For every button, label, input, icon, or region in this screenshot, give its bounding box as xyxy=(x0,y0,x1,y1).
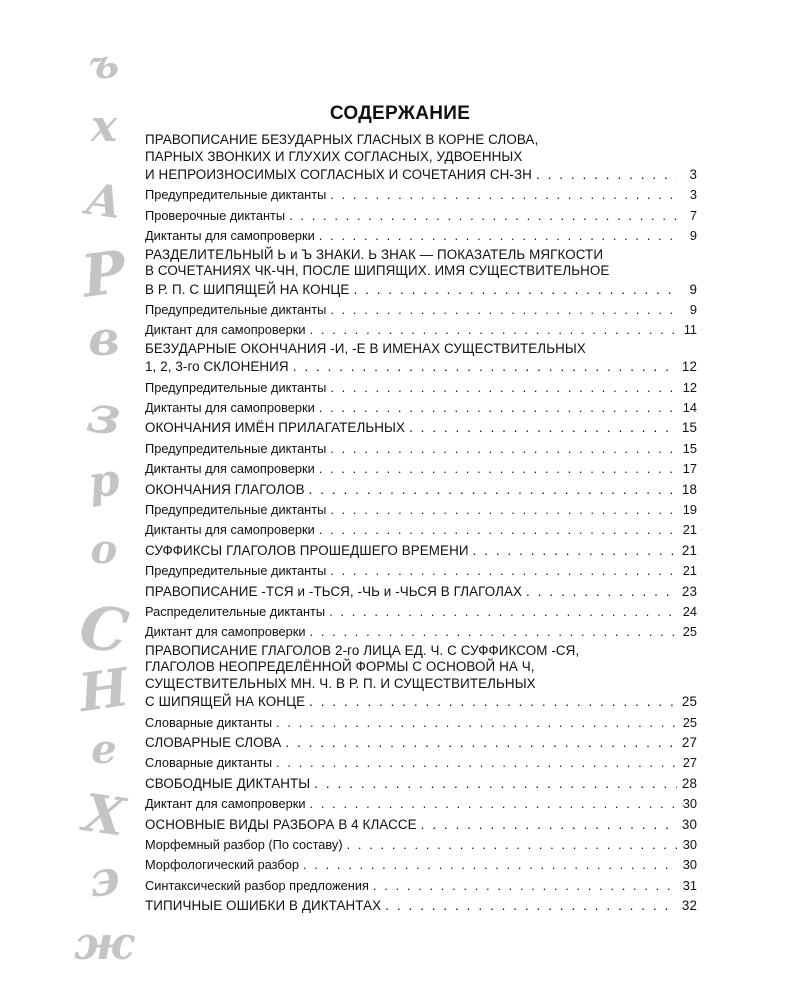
decorative-letter: х xyxy=(90,101,118,152)
dot-leader xyxy=(329,602,677,622)
dot-leader xyxy=(319,398,677,418)
toc-subsection[interactable] xyxy=(145,300,697,320)
toc-subsection[interactable] xyxy=(145,835,697,855)
toc-page-number: 31 xyxy=(682,877,697,893)
toc-page-number: 14 xyxy=(682,400,697,416)
decorative-letter: р xyxy=(85,454,123,509)
decorative-letter: Х xyxy=(79,782,129,849)
toc-page-number: 24 xyxy=(682,603,697,619)
toc-entry-label: ОКОНЧАНИЯ ГЛАГОЛОВ xyxy=(145,481,305,497)
dot-leader xyxy=(330,300,677,320)
dot-leader xyxy=(526,582,677,602)
dot-leader xyxy=(347,835,677,855)
toc-subsection[interactable] xyxy=(145,185,697,205)
dot-leader xyxy=(319,226,677,246)
toc-subsection[interactable] xyxy=(145,622,697,642)
dot-leader xyxy=(385,896,677,916)
toc-page-number: 25 xyxy=(681,694,697,710)
toc-entry-label: Предупредительные диктанты xyxy=(145,301,327,317)
toc-entry-label: В СОЧЕТАНИЯХ ЧК-ЧН, ПОСЛЕ ШИПЯЩИХ. ИМЯ СУЩЕСТВИТЕЛЬНОЕ xyxy=(145,263,610,279)
dot-leader xyxy=(293,357,677,377)
toc-section[interactable] xyxy=(145,247,697,300)
toc-entry-label: СВОБОДНЫЕ ДИКТАНТЫ xyxy=(145,775,311,791)
toc-section[interactable] xyxy=(145,643,697,713)
decorative-letter: з xyxy=(83,382,125,449)
toc-entry-label: Синтаксический разбор предложения xyxy=(145,877,369,893)
decorative-letter: ж xyxy=(74,916,135,970)
toc-subsection[interactable] xyxy=(145,320,697,340)
toc-entry-label: ОСНОВНЫЕ ВИДЫ РАЗБОРА В 4 КЛАССЕ xyxy=(145,816,417,832)
toc-subsection[interactable] xyxy=(145,753,697,773)
toc-page-number: 17 xyxy=(682,461,697,477)
toc-section[interactable] xyxy=(145,733,697,753)
toc-subsection[interactable] xyxy=(145,794,697,814)
toc-section[interactable] xyxy=(145,896,697,916)
toc-subsection[interactable] xyxy=(145,500,697,520)
toc-entry-label: Распределительные диктанты xyxy=(145,603,326,619)
dot-leader xyxy=(330,185,677,205)
toc-page-number: 21 xyxy=(682,522,697,538)
toc-entry-label: ТИПИЧНЫЕ ОШИБКИ В ДИКТАНТАХ xyxy=(145,898,382,914)
toc-subsection[interactable] xyxy=(145,602,697,622)
toc-entry-label: СУФФИКСЫ ГЛАГОЛОВ ПРОШЕДШЕГО ВРЕМЕНИ xyxy=(145,542,469,558)
dot-leader xyxy=(310,794,677,814)
toc-page-number: 30 xyxy=(682,796,697,812)
toc-entry-label: СЛОВАРНЫЕ СЛОВА xyxy=(145,734,282,750)
toc-page-number: 11 xyxy=(683,322,697,338)
decorative-letter: А xyxy=(82,173,126,230)
dot-leader xyxy=(421,815,677,835)
dot-leader xyxy=(310,320,677,340)
dot-leader xyxy=(276,713,677,733)
toc-page-number: 21 xyxy=(681,542,697,558)
dot-leader xyxy=(353,280,677,300)
toc-section[interactable] xyxy=(145,541,697,561)
toc-subsection[interactable] xyxy=(145,561,697,581)
decorative-letter: Н xyxy=(75,656,133,725)
toc-entry-label: ГЛАГОЛОВ НЕОПРЕДЕЛЁННОЙ ФОРМЫ С ОСНОВОЙ НА Ч, xyxy=(145,659,535,675)
toc-entry-label: Диктант для самопроверки xyxy=(145,796,306,812)
toc-page-number: 30 xyxy=(682,857,697,873)
toc-entry-label: Диктант для самопроверки xyxy=(145,624,306,640)
dot-leader xyxy=(373,876,677,896)
toc-subsection[interactable] xyxy=(145,713,697,733)
toc-page-number: 25 xyxy=(682,714,697,730)
toc-page-number: 30 xyxy=(681,816,697,832)
toc-subsection[interactable] xyxy=(145,206,697,226)
decorative-letter: о xyxy=(90,526,118,573)
toc-section[interactable] xyxy=(145,418,697,438)
toc-entry-label: РАЗДЕЛИТЕЛЬНЫЙ Ь и Ъ ЗНАКИ. Ь ЗНАК — ПОКАЗАТЕЛЬ МЯГКОСТИ xyxy=(145,246,604,262)
toc-entry-label: Предупредительные диктанты xyxy=(145,501,327,517)
decorative-letter: в xyxy=(88,311,120,367)
toc-page-number: 21 xyxy=(682,563,697,579)
toc-subsection[interactable] xyxy=(145,459,697,479)
toc-page-number: 15 xyxy=(681,420,697,436)
toc-section[interactable] xyxy=(145,480,697,500)
toc-page-number: 32 xyxy=(681,898,697,914)
toc-section[interactable] xyxy=(145,815,697,835)
toc-entry-label: Предупредительные диктанты xyxy=(145,187,327,203)
dot-leader xyxy=(319,520,677,540)
toc-entry-label: ПРАВОПИСАНИЕ БЕЗУДАРНЫХ ГЛАСНЫХ В КОРНЕ СЛОВА, xyxy=(145,132,539,147)
toc-entry-label: Диктанты для самопроверки xyxy=(145,228,315,244)
toc-page-number: 15 xyxy=(682,440,697,456)
toc-page-number: 3 xyxy=(689,187,697,203)
toc-page-number: 27 xyxy=(682,755,697,771)
toc-page-number: 12 xyxy=(681,359,697,375)
toc-entry-label: Словарные диктанты xyxy=(145,755,273,771)
decorative-letter: э xyxy=(84,849,124,909)
toc-subsection[interactable] xyxy=(145,876,697,896)
toc-entry-label: В Р. П. С ШИПЯЩЕЙ НА КОНЦЕ xyxy=(145,281,350,297)
toc-page-number: 7 xyxy=(689,207,697,223)
toc-page-number: 3 xyxy=(689,167,697,182)
toc-page-number: 19 xyxy=(682,501,697,517)
toc-entry-label: Морфологический разбор xyxy=(145,857,299,873)
dot-leader xyxy=(330,439,677,459)
toc-page-number: 9 xyxy=(689,228,697,244)
toc-entry-label: СУЩЕСТВИТЕЛЬНЫХ МН. Ч. В Р. П. И СУЩЕСТВИТЕЛЬНЫХ xyxy=(145,675,536,691)
toc-section[interactable] xyxy=(145,582,697,602)
dot-leader xyxy=(309,692,677,712)
toc-page-number: 9 xyxy=(689,301,697,317)
dot-leader xyxy=(276,753,677,773)
dot-leader xyxy=(330,378,677,398)
dot-leader xyxy=(330,500,677,520)
dot-leader xyxy=(473,541,677,561)
toc-page-number: 25 xyxy=(682,624,697,640)
decorative-letter: ъ xyxy=(86,39,122,90)
toc-entry-label: С ШИПЯЩЕЙ НА КОНЦЕ xyxy=(145,694,306,710)
toc-section[interactable] xyxy=(145,132,697,185)
decorative-letter: С xyxy=(75,592,133,668)
toc-entry-label: Диктанты для самопроверки xyxy=(145,400,315,416)
dot-leader xyxy=(285,733,677,753)
toc-entry-label: Диктант для самопроверки xyxy=(145,322,306,338)
toc-page-number: 18 xyxy=(681,481,697,497)
toc-entry-label: Диктанты для самопроверки xyxy=(145,522,315,538)
toc-entry-label: 1, 2, 3-го СКЛОНЕНИЯ xyxy=(145,359,289,375)
toc-subsection[interactable] xyxy=(145,855,697,875)
toc-entry-label: ОКОНЧАНИЯ ИМЁН ПРИЛАГАТЕЛЬНЫХ xyxy=(145,420,405,436)
toc-subsection[interactable] xyxy=(145,226,697,246)
toc-page-number: 9 xyxy=(689,281,697,297)
toc-page-number: 28 xyxy=(681,775,697,791)
toc-section[interactable] xyxy=(145,341,697,378)
decorative-letter: Р xyxy=(77,237,131,311)
dot-leader xyxy=(314,774,677,794)
toc-entry-label: Диктанты для самопроверки xyxy=(145,461,315,477)
dot-leader xyxy=(330,561,677,581)
toc-entry-label: ПРАВОПИСАНИЕ -ТСЯ и -ТЬСЯ, -ЧЬ и -ЧЬСЯ В ГЛАГОЛАХ xyxy=(145,583,523,599)
dot-leader xyxy=(289,206,677,226)
toc-page-number: 30 xyxy=(682,836,697,852)
toc-subsection[interactable] xyxy=(145,398,697,418)
dot-leader xyxy=(409,418,677,438)
dot-leader xyxy=(319,459,677,479)
toc-entry-label: ПРАВОПИСАНИЕ ГЛАГОЛОВ 2-го ЛИЦА ЕД. Ч. С СУФФИКСОМ -СЯ, xyxy=(145,642,580,658)
toc-page-number: 12 xyxy=(682,379,697,395)
toc-page-number: 27 xyxy=(681,734,697,750)
toc-entry-label: Словарные диктанты xyxy=(145,714,273,730)
toc-page-number: 23 xyxy=(681,583,697,599)
toc-entry-label: Предупредительные диктанты xyxy=(145,379,327,395)
table-of-contents xyxy=(145,132,697,917)
dot-leader xyxy=(309,480,677,500)
toc-subsection[interactable] xyxy=(145,439,697,459)
toc-entry-label: БЕЗУДАРНЫЕ ОКОНЧАНИЯ -И, -Е В ИМЕНАХ СУЩЕСТВИТЕЛЬНЫХ xyxy=(145,340,586,356)
toc-subsection[interactable] xyxy=(145,520,697,540)
page-title: СОДЕРЖАНИЕ xyxy=(329,102,471,124)
toc-entry-label: Предупредительные диктанты xyxy=(145,440,327,456)
toc-entry-label: Проверочные диктанты xyxy=(145,207,286,223)
dot-leader xyxy=(310,622,677,642)
toc-entry-label: И НЕПРОИЗНОСИМЫХ СОГЛАСНЫХ И СОЧЕТАНИЯ СН-ЗН xyxy=(145,167,532,182)
toc-entry-label: Предупредительные диктанты xyxy=(145,563,327,579)
dot-leader xyxy=(303,855,677,875)
toc-subsection[interactable] xyxy=(145,378,697,398)
toc-entry-label: Морфемный разбор (По составу) xyxy=(145,836,343,852)
toc-entry-label: ПАРНЫХ ЗВОНКИХ И ГЛУХИХ СОГЛАСНЫХ, УДВОЕННЫХ xyxy=(145,148,523,164)
decorative-alphabet-strip xyxy=(0,0,140,1000)
toc-section[interactable] xyxy=(145,774,697,794)
decorative-letter: е xyxy=(91,726,117,773)
dot-leader xyxy=(536,165,677,185)
